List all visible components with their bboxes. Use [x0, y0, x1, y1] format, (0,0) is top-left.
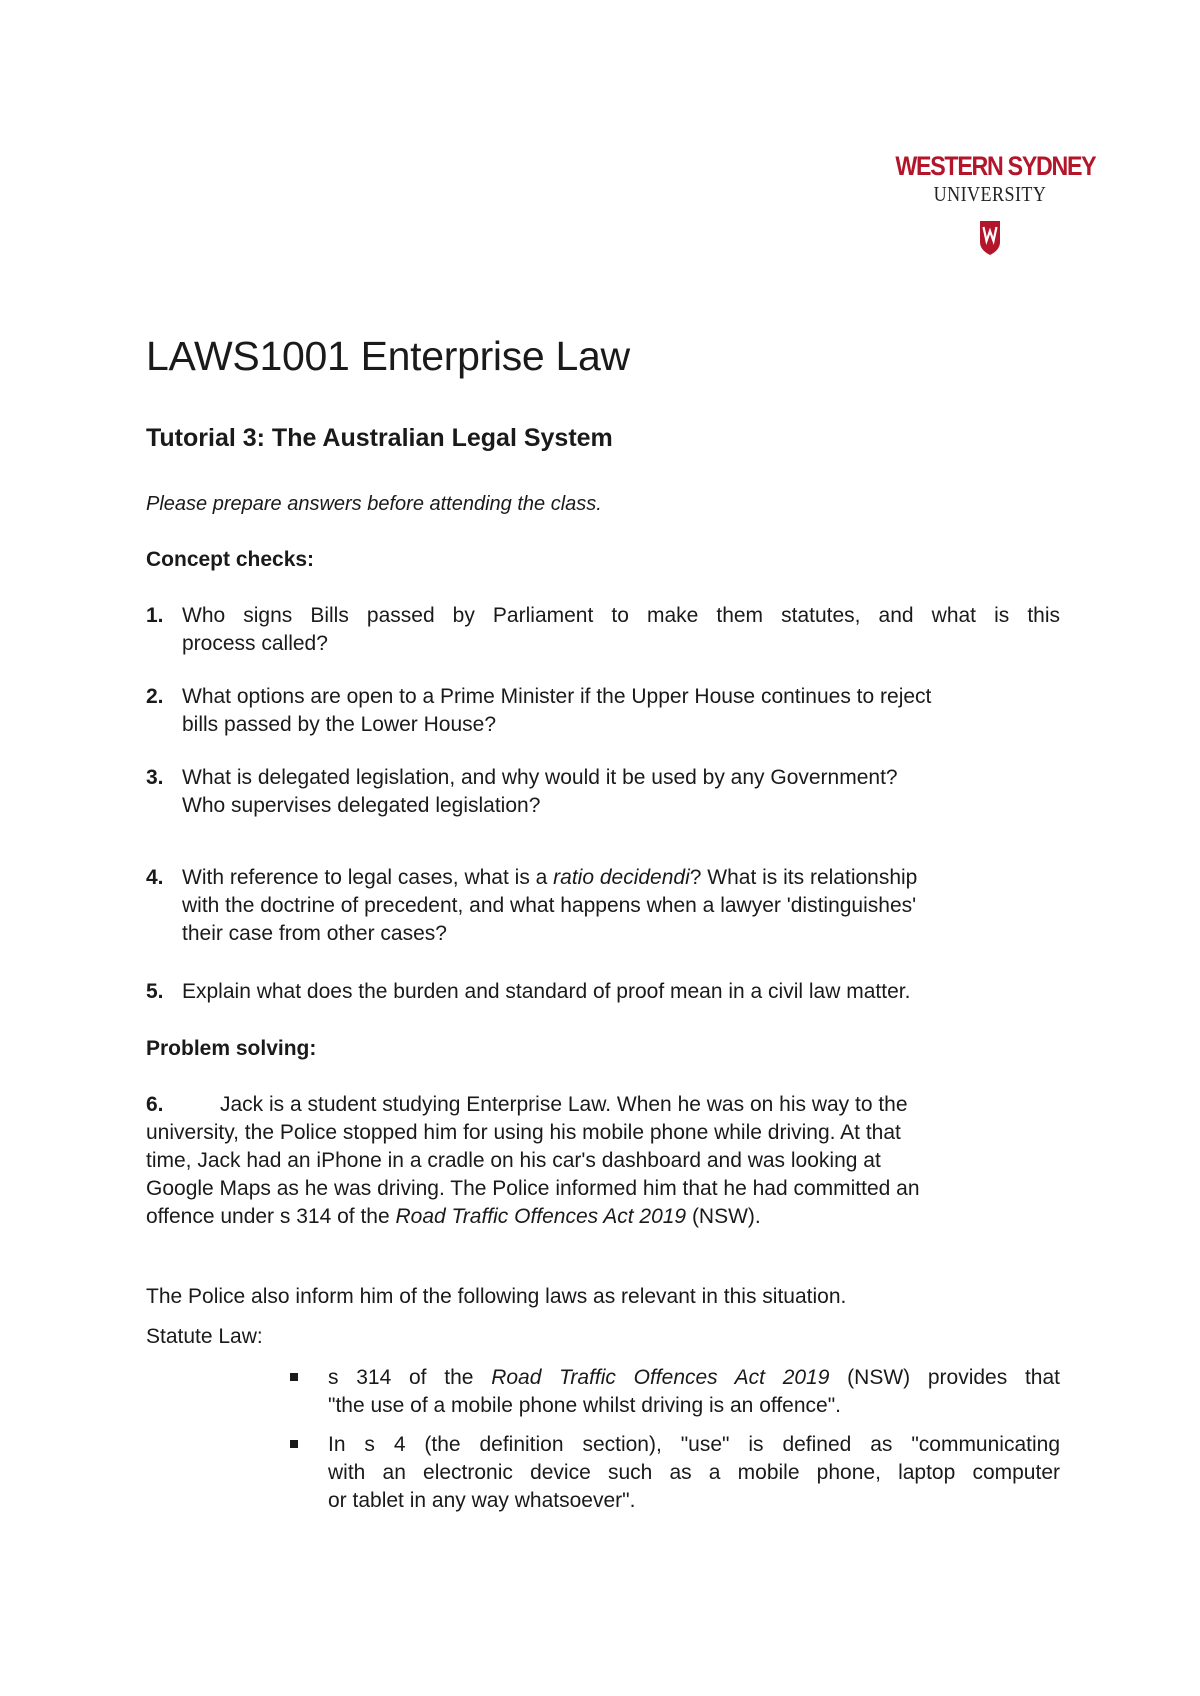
- question-text-line: Who signs Bills passed by Parliament to make them statutes, and what is this: [182, 604, 1060, 627]
- bullet-text-line: or tablet in any way whatsoever".: [328, 1489, 636, 1512]
- bullet-square-icon: [290, 1373, 298, 1381]
- problem-text-line: time, Jack had an iPhone in a cradle on his car's dashboard and was looking at: [146, 1149, 881, 1172]
- problem-solving-heading: Problem solving:: [146, 1037, 317, 1060]
- question-text-line: What options are open to a Prime Minister if the Upper House continues to reject: [182, 685, 932, 708]
- statute-bullet-2: [290, 1431, 1060, 1515]
- concept-checks-heading: Concept checks:: [146, 548, 315, 571]
- question-text-line: process called?: [182, 632, 328, 655]
- text-run: offence under s 314 of the: [146, 1205, 396, 1228]
- question-number: 2.: [146, 685, 164, 708]
- text-run: s 314 of the: [328, 1366, 492, 1389]
- question-5: [146, 978, 1060, 1006]
- text-run: (NSW).: [686, 1205, 761, 1228]
- tutorial-subtitle: Tutorial 3: The Australian Legal System: [146, 424, 613, 452]
- question-3: [146, 764, 1060, 820]
- text-run: ? What is its relationship: [689, 866, 918, 889]
- question-text-line: Who supervises delegated legislation?: [182, 794, 541, 817]
- text-run: With reference to legal cases, what is a: [182, 866, 554, 889]
- question-text-line: [182, 864, 1060, 892]
- bullet-square-icon: [290, 1440, 298, 1448]
- question-text-line: their case from other cases?: [182, 922, 447, 945]
- logo-wordmark-western-sydney: WESTERN SYDNEY: [895, 151, 1096, 181]
- statute-bullet-1: [290, 1364, 1060, 1420]
- question-text-line: What is delegated legislation, and why would it be used by any Government?: [182, 766, 898, 789]
- problem-text-line: [146, 1091, 1076, 1119]
- question-text-line: Explain what does the burden and standard of proof mean in a civil law matter.: [182, 980, 911, 1003]
- problem-text-line: Google Maps as he was driving. The Police informed him that he had committed an: [146, 1177, 920, 1200]
- problem-6: [146, 1091, 1076, 1231]
- text-run: (NSW) provides that: [829, 1366, 1061, 1389]
- italic-act-title: Road Traffic Offences Act 2019: [395, 1205, 687, 1228]
- bullet-text-line: In s 4 (the definition section), "use" is defined as "communicating: [328, 1433, 1060, 1456]
- bullet-text-line: with an electronic device such as a mobile phone, laptop computer: [328, 1461, 1060, 1484]
- question-4: [146, 864, 1060, 948]
- police-statement: The Police also inform him of the following laws as relevant in this situation.: [146, 1285, 847, 1308]
- logo-wordmark-university: UNIVERSITY: [933, 182, 1047, 206]
- question-number: 1.: [146, 604, 164, 627]
- university-logo: [880, 150, 1100, 256]
- text-run: Jack is a student studying Enterprise Law. When he was on his way to the: [220, 1093, 908, 1116]
- question-2: [146, 683, 1060, 739]
- university-shield-icon: [979, 220, 1001, 256]
- problem-text-line: [146, 1203, 1076, 1231]
- italic-term: ratio decidendi: [553, 866, 690, 889]
- problem-text-line: university, the Police stopped him for using his mobile phone while driving. At that: [146, 1121, 901, 1144]
- preparation-note: Please prepare answers before attending the class.: [146, 493, 602, 515]
- problem-number: 6.: [146, 1093, 164, 1116]
- bullet-text-line: "the use of a mobile phone whilst driving is an offence".: [328, 1394, 841, 1417]
- page-title: LAWS1001 Enterprise Law: [146, 333, 630, 379]
- statute-law-label: Statute Law:: [146, 1325, 263, 1348]
- question-number: 3.: [146, 766, 164, 789]
- question-text-line: bills passed by the Lower House?: [182, 713, 497, 736]
- question-number: 5.: [146, 980, 164, 1003]
- bullet-text-line: [328, 1364, 1060, 1392]
- question-number: 4.: [146, 866, 164, 889]
- question-1: [146, 602, 1060, 658]
- italic-act-title: Road Traffic Offences Act 2019: [491, 1366, 830, 1389]
- question-text-line: with the doctrine of precedent, and what happens when a lawyer 'distinguishes': [182, 894, 917, 917]
